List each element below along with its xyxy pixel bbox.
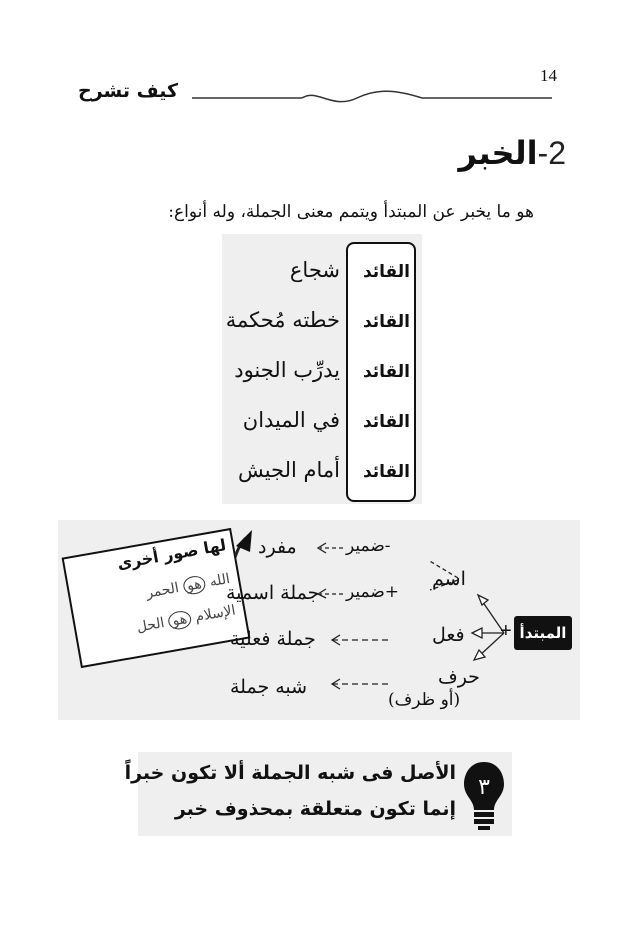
verb-label: فعل: [432, 624, 465, 646]
semi-sentence-label: شبه جملة: [230, 676, 308, 698]
pronoun-label: -ضمير: [346, 536, 391, 556]
noun-label: اسم: [432, 568, 466, 590]
note-circled-word: هو: [167, 609, 192, 631]
note-word: الإسلام: [193, 602, 237, 626]
example-subject: القائد: [362, 362, 410, 382]
example-predicate: شجاع: [289, 258, 340, 282]
example-predicate: يدرِّب الجنود: [234, 358, 340, 382]
tip-box: [124, 752, 512, 836]
nominal-sentence-label: جملة اسمية: [226, 582, 320, 604]
note-example: [145, 571, 231, 601]
note-heading: لها صور أخرى: [115, 535, 228, 574]
example-predicate: خطته مُحكمة: [225, 308, 340, 332]
adverb-label: (أو ظرف): [388, 690, 461, 710]
example-subject: القائد: [362, 462, 410, 482]
example-subject: القائد: [362, 412, 410, 432]
definition-text: هو ما يخبر عن المبتدأ ويتمم معنى الجملة، وله أنواع:: [168, 202, 534, 222]
pronoun-label: +ضمير: [346, 582, 400, 602]
verbal-sentence-label: جملة فعلية: [230, 628, 316, 650]
example-row: [222, 250, 422, 300]
note-word: الحمر: [144, 580, 181, 602]
tip-number: ٣: [478, 775, 490, 800]
example-subject: القائد: [362, 262, 410, 282]
example-row: [222, 400, 422, 450]
examples-figure: [222, 234, 422, 504]
example-predicate: في الميدان: [242, 408, 340, 432]
section-title: الخبر: [458, 134, 538, 172]
header-rule: [192, 84, 552, 114]
note-word: الحل: [135, 615, 166, 636]
page-number: 14: [540, 66, 557, 85]
example-predicate: أمام الجيش: [237, 458, 340, 482]
tip-line: إنما تكون متعلقة بمحذوف خبر: [174, 798, 456, 820]
section-number: 2-: [537, 135, 566, 171]
example-row: [222, 450, 422, 500]
example-row: [222, 300, 422, 350]
example-subject: القائد: [362, 312, 410, 332]
note-circled-word: هو: [182, 574, 207, 596]
predicate-types-diagram: [58, 520, 580, 720]
particle-label: حرف: [438, 666, 480, 688]
note-example: [136, 603, 237, 636]
book-title: كيف تشرح: [78, 80, 179, 102]
tip-line: الأصل فى شبه الجملة ألا تكون خبراً: [124, 762, 456, 784]
example-row: [222, 350, 422, 400]
single-word-label: مفرد: [258, 536, 297, 558]
note-word: الله: [208, 571, 232, 591]
subject-badge: المبتدأ: [514, 616, 572, 650]
lightbulb-icon: [460, 758, 508, 832]
plus-sign: +: [500, 620, 512, 642]
section-heading: [459, 134, 566, 172]
